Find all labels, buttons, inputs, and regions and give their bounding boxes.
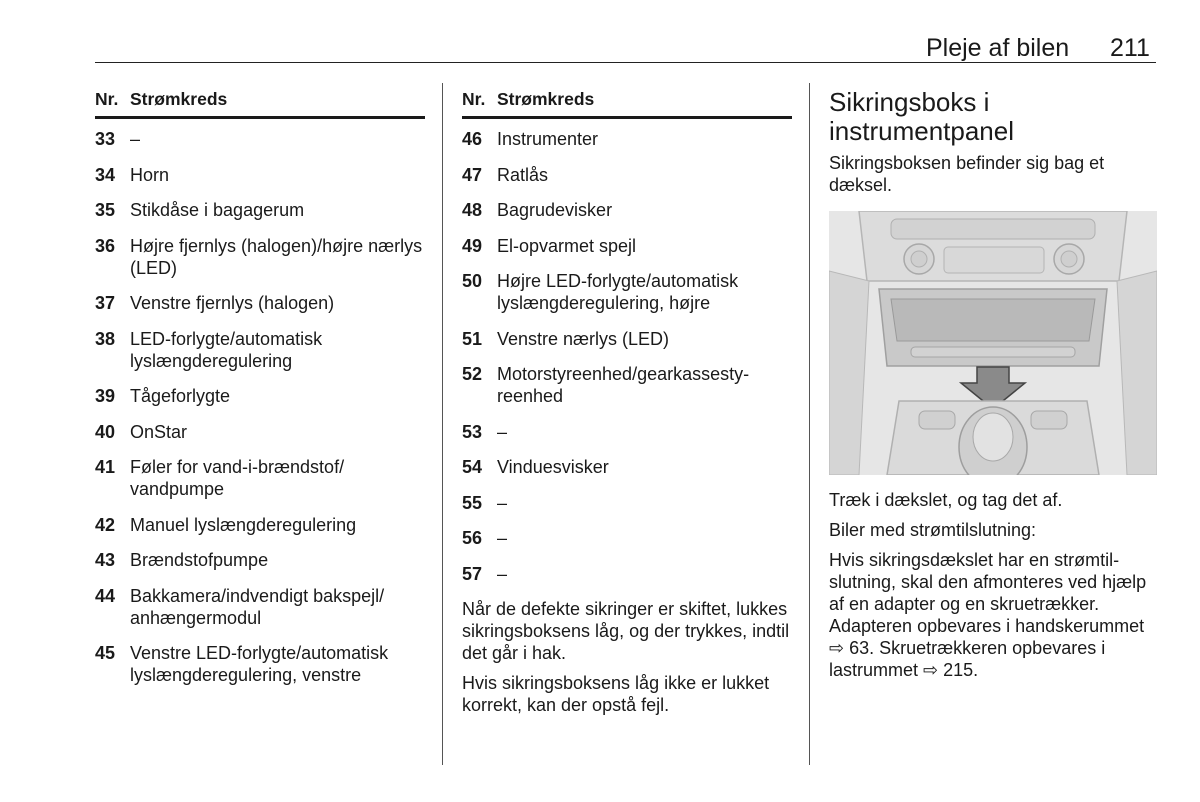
table-row xyxy=(462,527,792,549)
table-header-nr: Nr. xyxy=(462,89,486,109)
table-row xyxy=(462,328,792,350)
circuit-name: Manuel lyslængderegulering xyxy=(130,514,357,535)
table-row xyxy=(95,164,425,186)
fuse-number: 54 xyxy=(462,457,483,477)
fuse-number: 39 xyxy=(95,386,116,406)
table-rows xyxy=(462,128,792,585)
fuse-number: 46 xyxy=(462,129,483,149)
fuse-number: 51 xyxy=(462,328,483,349)
paragraph-cover-warning: Hvis sikringsboksens låg ikke er lukket korrekt, kan der opstå fejl. xyxy=(462,673,770,715)
table-row xyxy=(95,456,425,500)
instrument-panel-section xyxy=(829,88,1157,689)
table-row xyxy=(462,456,792,478)
fuse-number: 41 xyxy=(95,457,116,477)
table-row xyxy=(95,128,425,150)
fuse-number: 40 xyxy=(95,421,116,442)
circuit-name: Motorstyreenhed/gearkassestyreenhed xyxy=(497,364,750,406)
circuit-name: Ratlås xyxy=(497,164,549,185)
console-drawing xyxy=(829,211,1157,475)
fuse-number: 52 xyxy=(462,364,483,384)
table-row xyxy=(462,128,792,150)
table-header xyxy=(462,88,792,119)
table-row xyxy=(95,549,425,571)
paragraph-close-cover: Når de defekte sikringer er skiftet, lukkes sikringsboksens låg, og der trykkes, indtil det går i hak. xyxy=(462,599,790,663)
table-row xyxy=(95,199,425,221)
section-title: Sikringsboks i instrumentpanel xyxy=(829,87,1014,146)
circuit-name: Højre LED-forlygte/automatisk lyslængderegulering, højre xyxy=(497,271,739,313)
fuse-number: 50 xyxy=(462,271,483,291)
table-row xyxy=(95,328,425,372)
table-row xyxy=(95,421,425,443)
fuse-number: 43 xyxy=(95,550,116,570)
table-header-circuit: Strømkreds xyxy=(130,89,228,109)
fuse-number: 45 xyxy=(95,643,116,663)
fuse-table-column-2 xyxy=(462,88,792,724)
table-row xyxy=(462,563,792,585)
circuit-name: Venstre fjernlys (halogen) xyxy=(130,293,335,313)
fuse-box-illustration xyxy=(829,211,1157,475)
circuit-name: – xyxy=(497,563,508,584)
circuit-name: El-opvarmet spejl xyxy=(497,235,637,256)
circuit-name: Tågeforlygte xyxy=(130,386,231,406)
circuit-name: OnStar xyxy=(130,421,188,442)
fuse-number: 55 xyxy=(462,492,483,513)
circuit-name: LED-forlygte/automatisk lyslængderegulering xyxy=(130,328,323,371)
fuse-number: 35 xyxy=(95,200,116,220)
fuse-table-column-1 xyxy=(95,88,425,700)
circuit-name: Bakkamera/indvendigt bakspejl/ anhængermodul xyxy=(130,585,385,628)
table-row xyxy=(95,642,425,686)
fuse-number: 34 xyxy=(95,164,116,185)
section-intro: Sikringsboksen befinder sig bag et dæksel. xyxy=(829,153,1105,195)
circuit-name: Bagrudevisker xyxy=(497,200,613,220)
fuse-number: 37 xyxy=(95,293,116,313)
table-row xyxy=(462,235,792,257)
paragraph-remove-cover: Træk i dækslet, og tag det af. xyxy=(829,490,1063,510)
circuit-name: Venstre nærlys (LED) xyxy=(497,328,670,349)
table-header xyxy=(95,88,425,119)
fuse-number: 38 xyxy=(95,328,116,349)
table-row xyxy=(462,199,792,221)
table-header-circuit: Strømkreds xyxy=(497,89,595,109)
fuse-number: 48 xyxy=(462,200,483,220)
circuit-name: – xyxy=(497,528,508,548)
page-number: 211 xyxy=(1110,34,1150,62)
table-rows xyxy=(95,128,425,686)
table-row xyxy=(95,235,425,279)
circuit-name: Venstre LED-forlygte/automatisk lyslængderegulering, venstre xyxy=(130,643,389,685)
table-row xyxy=(95,385,425,407)
paragraph-power-outlet-instructions: Hvis sikringsdækslet har en strømtilslutning, skal den afmonteres ved hjælp af en adapter og en skruetrækker. Adapteren opbevares i handskerummet ⇨ 63. Skruetrækkeren opbevares i lastrummet ⇨ 215. xyxy=(829,550,1147,680)
fuse-number: 57 xyxy=(462,563,483,584)
circuit-name: Horn xyxy=(130,164,170,185)
table-row xyxy=(95,585,425,629)
table-header-nr: Nr. xyxy=(95,89,119,109)
circuit-name: Vinduesvisker xyxy=(497,457,609,477)
fuse-number: 42 xyxy=(95,514,116,535)
fuse-number: 44 xyxy=(95,585,116,606)
fuse-number: 47 xyxy=(462,164,483,185)
page-header-title: Pleje af bilen xyxy=(926,34,1070,62)
table-row xyxy=(95,292,425,314)
circuit-name: – xyxy=(497,492,508,513)
circuit-name: Højre fjernlys (halogen)/højre nærlys (LED) xyxy=(130,235,423,278)
table-row xyxy=(462,421,792,443)
circuit-name: Brændstofpumpe xyxy=(130,550,269,570)
table-row xyxy=(462,270,792,314)
fuse-number: 36 xyxy=(95,235,116,256)
circuit-name: – xyxy=(497,421,508,442)
column-divider xyxy=(442,83,443,765)
circuit-name: Stikdåse i bagagerum xyxy=(130,200,305,220)
table-row xyxy=(462,492,792,514)
fuse-number: 53 xyxy=(462,421,483,442)
circuit-name: – xyxy=(130,129,141,149)
paragraph-power-outlet-cars: Biler med strømtilslutning: xyxy=(829,520,1037,540)
circuit-name: Instrumenter xyxy=(497,129,599,149)
header-rule xyxy=(95,62,1156,63)
table-row xyxy=(462,363,792,407)
fuse-number: 49 xyxy=(462,235,483,256)
circuit-name: Føler for vand-i-brændstof/ vandpumpe xyxy=(130,457,345,499)
fuse-number: 56 xyxy=(462,528,483,548)
table-row xyxy=(462,164,792,186)
fuse-number: 33 xyxy=(95,129,116,149)
column-divider xyxy=(809,83,810,765)
table-row xyxy=(95,514,425,536)
